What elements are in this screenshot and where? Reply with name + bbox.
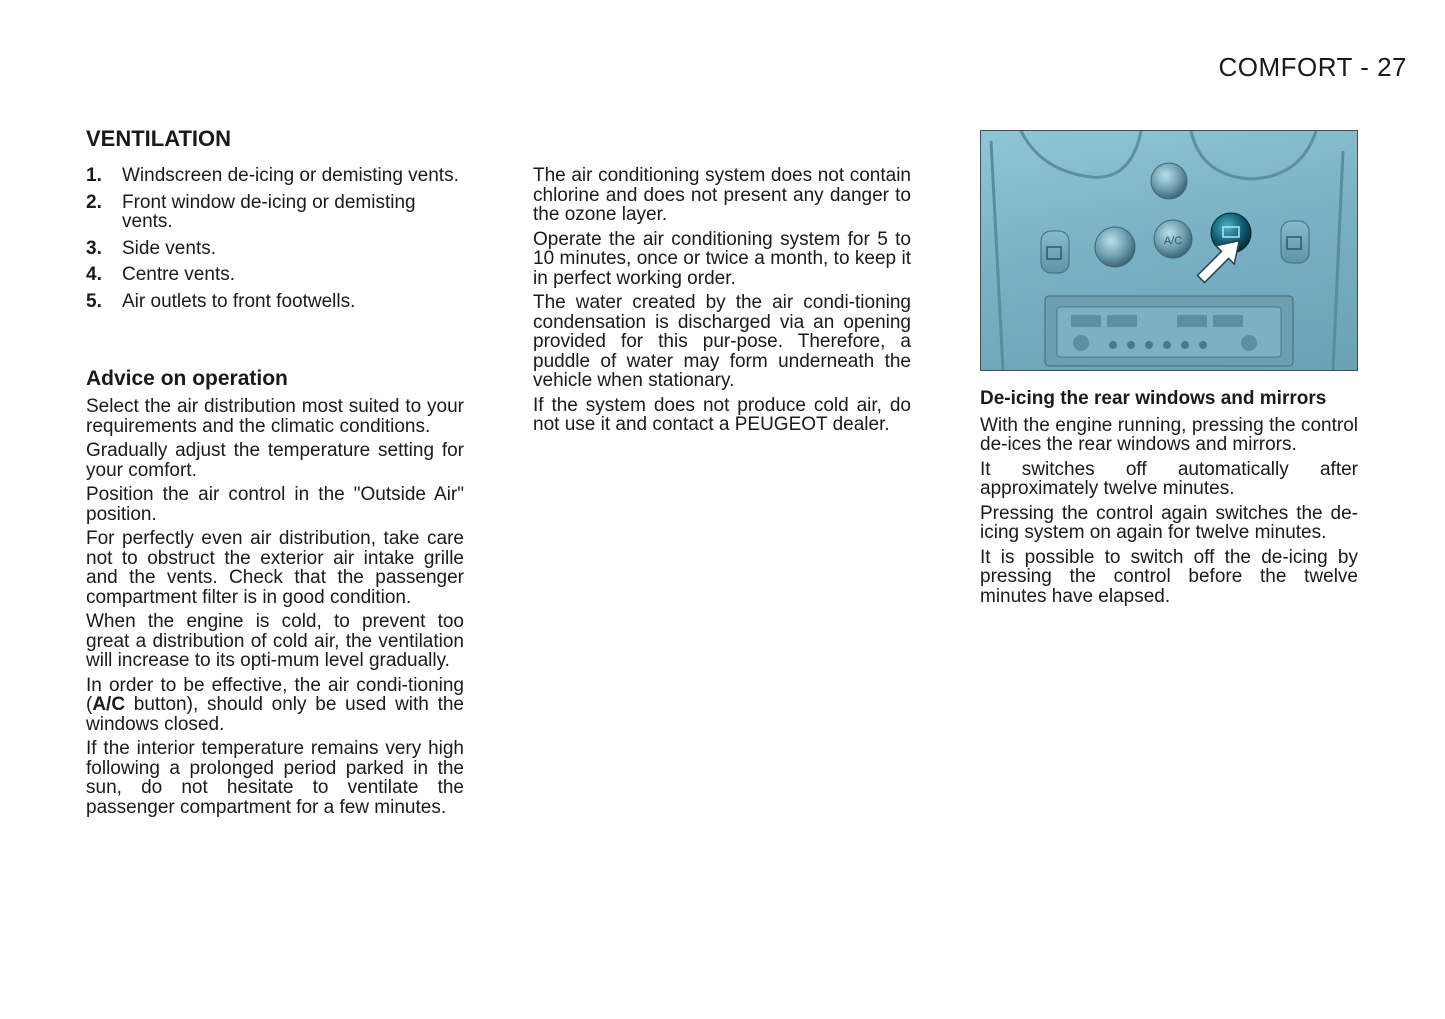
left-column [86, 126, 464, 822]
vent-item-number: 2. [86, 191, 102, 213]
vent-item-text: Centre vents. [122, 264, 235, 285]
deicing-paragraph: Pressing the control again switches the de-icing system on again for twelve minutes. [980, 502, 1358, 543]
ventilation-title: VENTILATION [86, 126, 232, 151]
header-section: COMFORT [1218, 52, 1353, 82]
preset-button [1127, 341, 1135, 349]
vent-item [86, 239, 464, 259]
vent-item [86, 292, 464, 312]
radio-button [1071, 315, 1101, 327]
vent-item-number: 1. [86, 165, 102, 186]
preset-button [1199, 341, 1207, 349]
radio-dial [1073, 335, 1089, 351]
vent-item-text: Front window de-icing or demisting vents. [122, 191, 416, 232]
radio-button [1213, 315, 1243, 327]
advice-paragraph: If the interior temperature remains very high following a prolonged period parked in the sun, do not hesitate to ventilate the passenger compartment for a few minutes. [86, 738, 464, 818]
advice-paragraph: Position the air control in the "Outside Air" position. [86, 484, 464, 525]
preset-button [1109, 341, 1117, 349]
ac-paragraph: Operate the air conditioning system for 5 to 10 minutes, once or twice a month, to keep it in perfect working order. [533, 228, 911, 289]
dashboard-photo [980, 130, 1358, 371]
header-separator: - [1352, 52, 1378, 82]
vent-item-number: 5. [86, 290, 102, 312]
header-page-number: 27 [1377, 52, 1407, 82]
advice-paragraph: When the engine is cold, to prevent too great a distribution of cold air, the ventilation will increase to its opti-mum level gradually. [86, 611, 464, 671]
left-switch [1041, 231, 1069, 273]
middle-column [533, 166, 911, 440]
ac-knob-label: A/C [1163, 235, 1183, 247]
vent-item [86, 193, 464, 232]
ac-button-reference: A/C [92, 694, 126, 715]
center-knob [1151, 163, 1187, 199]
advice-paragraph: Select the air distribution most suited to your requirements and the climatic conditions. [86, 396, 464, 437]
vent-item-text: Side vents. [122, 237, 216, 259]
vent-item [86, 166, 464, 186]
advice-paragraph [86, 676, 464, 735]
ac-paragraph: The water created by the air condi-tioning condensation is discharged via an opening provided for this pur-pose. Therefore, a puddle of water may form underneath the vehicle when stationary. [533, 292, 911, 391]
radio-button [1177, 315, 1207, 327]
ac-paragraph: The air conditioning system does not contain chlorine and does not present any danger to the ozone layer. [533, 165, 911, 225]
vent-item-number: 3. [86, 237, 102, 259]
vent-item-text: Air outlets to front footwells. [122, 290, 356, 312]
vent-outline-left [1021, 131, 1141, 177]
radio-dial [1241, 335, 1257, 351]
advice-text: In order to be effective, the air condi-tioning ( [86, 674, 464, 715]
advice-title: Advice on operation [86, 367, 288, 390]
preset-button [1145, 341, 1153, 349]
advice-paragraph: For perfectly even air distribution, take care not to obstruct the exterior air intake grille and the vents. Check that the passenger compartment filter is in good condition. [86, 528, 464, 608]
preset-button [1163, 341, 1171, 349]
fan-knob [1095, 227, 1135, 267]
dashboard-illustration [981, 131, 1357, 370]
vent-list [86, 166, 464, 311]
left-trim [991, 141, 1003, 370]
vent-item [86, 265, 464, 285]
vent-item-text: Windscreen de-icing or demisting vents. [122, 165, 459, 186]
right-column [980, 130, 1358, 611]
preset-button [1181, 341, 1189, 349]
right-trim [1333, 151, 1343, 370]
advice-text: button), should only be used with the windows closed. [86, 694, 464, 735]
ac-paragraph: If the system does not produce cold air, do not use it and contact a PEUGEOT dealer. [533, 394, 911, 435]
vent-item-number: 4. [86, 264, 102, 285]
advice-paragraph: Gradually adjust the temperature setting for your comfort. [86, 440, 464, 481]
deicing-paragraph: It switches off automatically after approximately twelve minutes. [980, 458, 1358, 499]
vent-outline-right [1191, 131, 1316, 179]
deicing-title: De-icing the rear windows and mirrors [980, 388, 1327, 409]
radio-button [1107, 315, 1137, 327]
deicing-paragraph: It is possible to switch off the de-icing by pressing the control before the twelve minutes have elapsed. [980, 546, 1358, 607]
deicing-paragraph: With the engine running, pressing the control de-ices the rear windows and mirrors. [980, 414, 1358, 455]
right-switch [1281, 221, 1309, 263]
page-header [1218, 52, 1407, 83]
